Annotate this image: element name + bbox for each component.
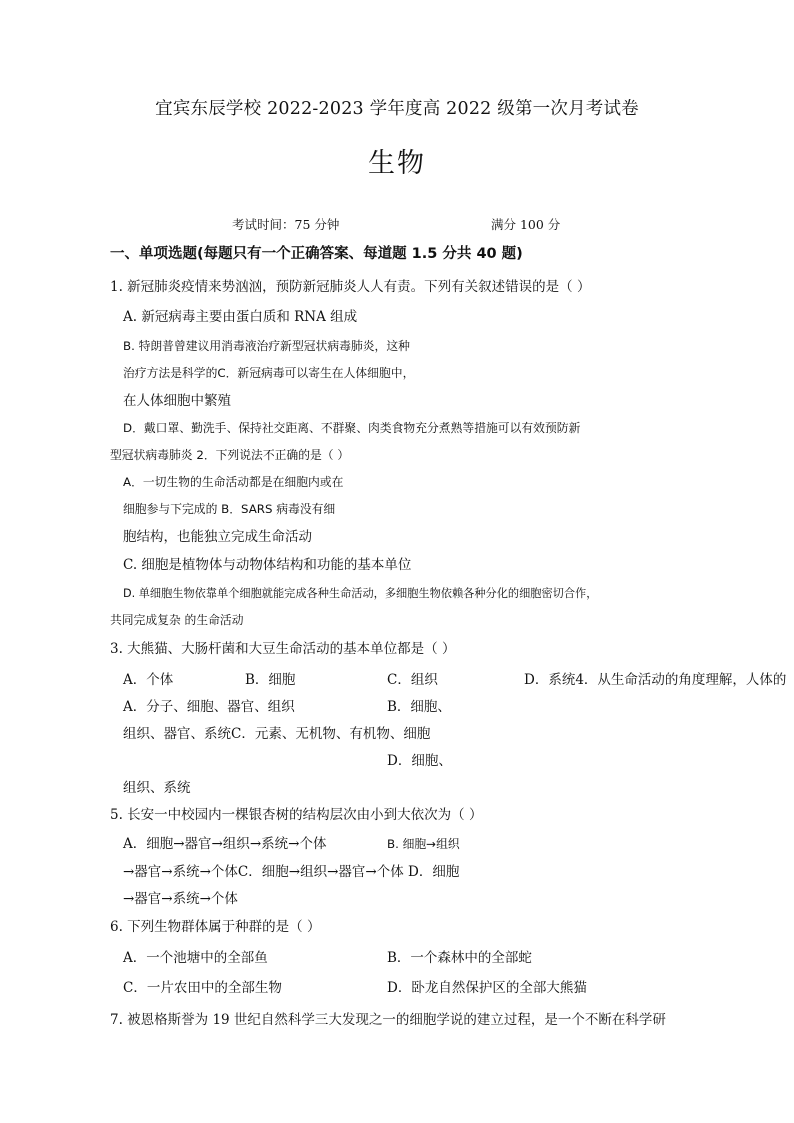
question-2-option-a: A．一切生物的生命活动都是在细胞内或在	[123, 475, 344, 489]
question-2-option-c: C. 细胞是植物体与动物体结构和功能的基本单位	[123, 557, 412, 573]
exam-time: 考试时间：75 分钟	[232, 217, 340, 232]
question-1-option-a: A. 新冠病毒主要由蛋白质和 RNA 组成	[123, 309, 358, 325]
section-heading: 一、单项选题(每题只有一个正确答案、每道题 1.5 分共 40 题)	[110, 246, 523, 262]
question-2-stem: 型冠状病毒肺炎 2．下列说法不正确的是（ ）	[110, 448, 350, 462]
question-4-option-d: D．细胞、	[387, 753, 452, 769]
full-score: 满分 100 分	[491, 217, 561, 232]
question-4-option-b-cont: 组织、器官、系统C．元素、无机物、有机物、细胞	[123, 726, 431, 742]
subject-title: 生物	[368, 148, 426, 179]
exam-title: 宜宾东辰学校 2022-2023 学年度高 2022 级第一次月考试卷	[155, 99, 639, 119]
question-3-stem: 3. 大熊猫、大肠杆菌和大豆生命活动的基本单位都是（ ）	[110, 641, 456, 657]
question-5-option-b-cont: →器官→系统→个体C．细胞→组织→器官→个体 D．细胞	[123, 864, 460, 880]
question-2-option-b: 细胞参与下完成的 B．SARS 病毒没有细	[123, 502, 336, 516]
question-2-option-b-cont: 胞结构，也能独立完成生命活动	[123, 529, 312, 545]
question-3-option-a: A．个体	[123, 672, 174, 688]
question-3-option-c: C．组织	[387, 672, 438, 688]
question-3-option-b: B．细胞	[245, 672, 296, 688]
question-4-option-a: A．分子、细胞、器官、组织	[123, 699, 295, 715]
question-7-stem: 7. 被恩格斯誉为 19 世纪自然科学三大发现之一的细胞学说的建立过程，是一个不断在科学研	[110, 1012, 666, 1028]
question-1-stem: 1. 新冠肺炎疫情来势汹汹，预防新冠肺炎人人有责。下列有关叙述错误的是（ ）	[110, 279, 591, 295]
question-1-option-d: D．戴口罩、勤洗手、保持社交距离、不群聚、肉类食物充分煮熟等措施可以有效预防新	[123, 421, 581, 435]
question-2-option-d-cont: 共同完成复杂 的生命活动	[110, 613, 244, 627]
question-6-option-a: A．一个池塘中的全部鱼	[123, 950, 268, 966]
question-6-option-b: B．一个森林中的全部蛇	[387, 950, 532, 966]
question-5-option-a: A．细胞→器官→组织→系统→个体	[123, 836, 327, 852]
question-5-option-b: B. 细胞→组织	[387, 837, 460, 851]
question-4-option-d-cont: 组织、系统	[123, 780, 191, 796]
question-6-option-c: C．一片农田中的全部生物	[123, 980, 282, 996]
question-4-option-b: B．细胞、	[387, 699, 451, 715]
question-6-stem: 6. 下列生物群体属于种群的是（ ）	[110, 919, 321, 935]
question-1-option-c-cont: 在人体细胞中繁殖	[123, 393, 231, 409]
question-3-option-d: D．系统4．从生命活动的角度理解，人体的	[524, 672, 787, 688]
question-1-option-b-cont: 治疗方法是科学的C．新冠病毒可以寄生在人体细胞中，	[123, 366, 415, 380]
question-5-stem: 5. 长安一中校园内一棵银杏树的结构层次由小到大依次为（ ）	[110, 807, 483, 823]
question-2-option-d: D. 单细胞生物依靠单个细胞就能完成各种生命活动，多细胞生物依赖各种分化的细胞密切合作，	[123, 587, 598, 600]
question-5-option-d-cont: →器官→系统→个体	[123, 891, 238, 907]
question-6-option-d: D．卧龙自然保护区的全部大熊猫	[387, 980, 587, 996]
question-1-option-b: B. 特朗普曾建议用消毒液治疗新型冠状病毒肺炎，这种	[123, 339, 410, 353]
